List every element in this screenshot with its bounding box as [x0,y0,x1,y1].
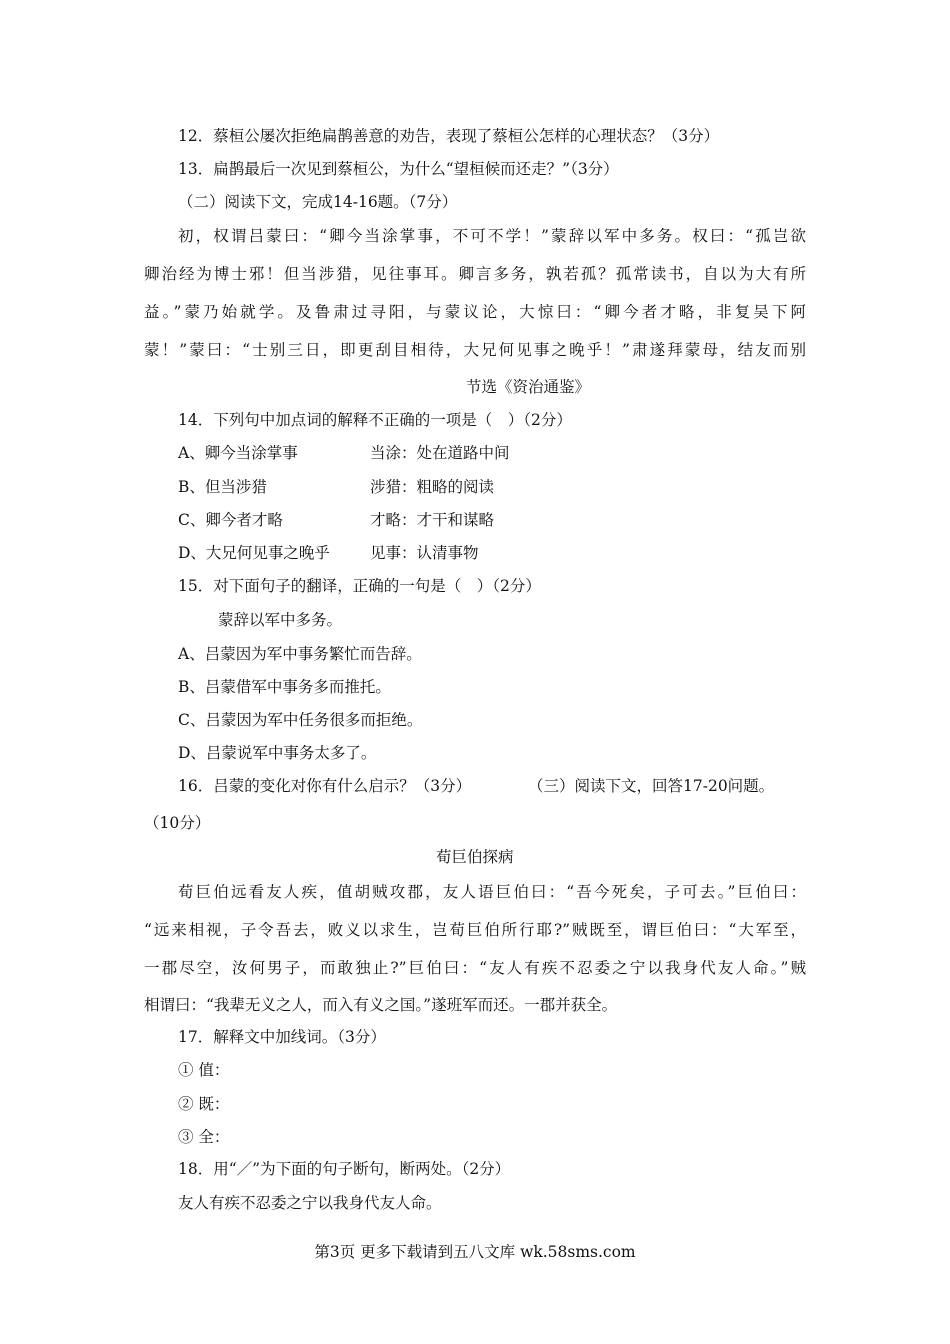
passage-3-line: 荀巨伯远看友人疾，值胡贼攻郡，友人语巨伯曰：“吾今死矣，子可去。”巨伯曰： [178,883,806,901]
question-18: 18．用“／”为下面的句子断句，断两处。（2分） [178,1160,511,1178]
passage-3-line: 相谓曰：“我辈无义之人，而入有义之国。”遂班军而还。一郡并获全。 [144,996,618,1014]
passage-3-line: 一郡尽空，汝何男子，而敢独止?”巨伯曰：“友人有疾不忍委之宁以我身代友人命。”贼 [144,959,806,977]
q15-sentence: 蒙辞以军中多务。 [218,611,343,629]
option-explanation: 见事：认清事物 [370,544,479,562]
passage-2-line: 卿治经为博士邪！但当涉猎，见往事耳。卿言多务，孰若孤？孤常读书，自以为大有所 [144,265,806,283]
passage-3-line: “远来相视，子令吾去，败义以求生，岂荀巨伯所行耶?”贼既至，谓巨伯曰：“大军至， [144,921,806,939]
option-explanation: 涉猎：粗略的阅读 [370,478,495,496]
question-15: 15．对下面句子的翻译，正确的一句是（ ）（2分） [178,577,541,595]
option-label: B、但当涉猎 [178,478,267,496]
q15-option-a: A、吕蒙因为军中事务繁忙而告辞。 [178,645,422,663]
question-12: 12．蔡桓公屡次拒绝扁鹊善意的劝告，表现了蔡桓公怎样的心理状态？（3分） [178,127,720,145]
q17-item: ③ 全： [178,1128,230,1146]
option-label: C、卿今者才略 [178,511,283,529]
question-14: 14．下列句中加点词的解释不正确的一项是（ ）（2分） [178,411,572,429]
q15-option-b: B、吕蒙借军中事务多而推托。 [178,678,391,696]
q15-option-c: C、吕蒙因为军中任务很多而拒绝。 [178,711,423,729]
option-explanation: 才略：才干和谋略 [370,511,495,529]
section-2-heading: （二）阅读下文，完成14-16题。（7分） [178,193,458,211]
question-13: 13．扁鹊最后一次见到蔡桓公，为什么“望桓候而还走？”（3分） [178,160,619,178]
option-explanation: 当涂：处在道路中间 [370,444,510,462]
q17-item: ② 既： [178,1095,230,1113]
passage-2-line: 蒙！”蒙曰：“士别三日，即更刮目相待，大兄何见事之晚乎！”肃遂拜蒙母，结友而别 [144,341,806,359]
passage-3-title: 荀巨伯探病 [436,848,514,866]
passage-2-line: 初，权谓吕蒙曰：“卿今当涂掌事，不可不学！”蒙辞以军中多务。权曰：“孤岂欲 [178,227,806,245]
section-3-heading: （三）阅读下文，回答17-20问题。 [528,777,775,795]
passage-2-source: 节选《资治通鉴》 [466,378,591,396]
question-17: 17．解释文中加线词。（3分） [178,1028,386,1046]
q15-option-d: D、吕蒙说军中事务太多了。 [178,744,377,762]
option-label: A、卿今当涂掌事 [178,444,298,462]
q17-item: ① 值： [178,1061,230,1079]
section-3-points: （10分） [144,814,211,832]
page-footer: 第3页 更多下载请到五八文库 wk.58sms.com [314,1243,636,1261]
passage-2-line: 益。”蒙乃始就学。及鲁肃过寻阳，与蒙议论，大惊曰：“卿今者才略，非复吴下阿 [144,303,806,321]
option-label: D、大兄何见事之晚乎 [178,544,330,562]
question-16: 16．吕蒙的变化对你有什么启示？（3分） [178,777,472,795]
q18-sentence: 友人有疾不忍委之宁以我身代友人命。 [178,1194,442,1212]
